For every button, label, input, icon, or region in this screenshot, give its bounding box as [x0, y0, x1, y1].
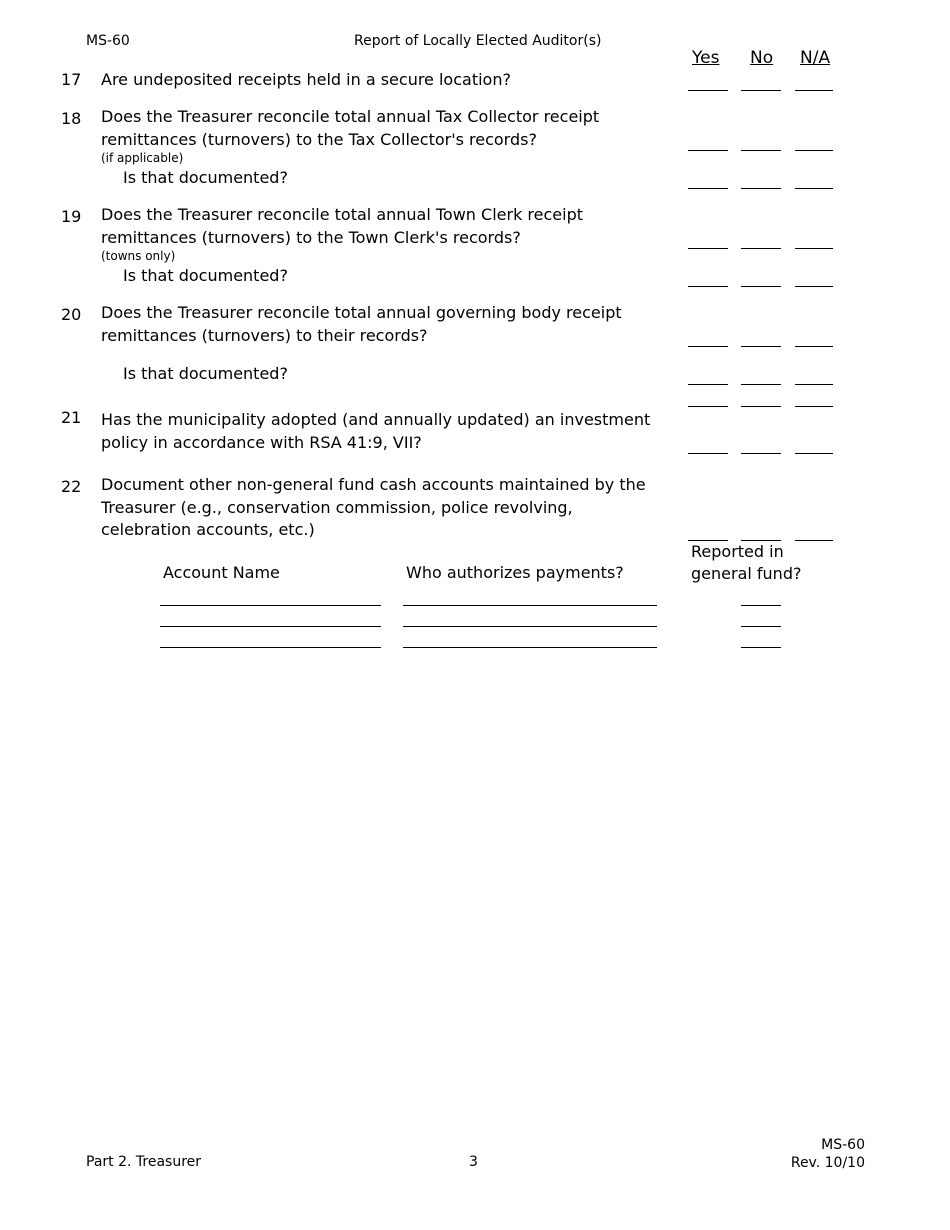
question-text-line1: Document other non-general fund cash accounts maintained by the	[101, 475, 646, 494]
authorizes-field[interactable]	[403, 626, 657, 627]
answer-blank-yes[interactable]	[688, 346, 728, 347]
header-form-code: MS-60	[86, 33, 130, 49]
question-text-line2: remittances (turnovers) to the Town Clerk's records?	[101, 228, 521, 247]
question-number: 17	[61, 70, 82, 89]
answer-blank-yes[interactable]	[688, 248, 728, 249]
table-header-who-authorizes: Who authorizes payments?	[406, 563, 624, 582]
answer-blank-na[interactable]	[795, 90, 833, 91]
question-text-line2: remittances (turnovers) to their records?	[101, 326, 428, 345]
column-na: N/A	[800, 48, 831, 68]
answer-blank-yes[interactable]	[688, 150, 728, 151]
answer-blank-yes[interactable]	[688, 540, 728, 541]
authorizes-field[interactable]	[403, 647, 657, 648]
answer-blank-na[interactable]	[795, 346, 833, 347]
answer-blank-na[interactable]	[795, 406, 833, 407]
answer-blank-no[interactable]	[741, 286, 781, 287]
page-number: 3	[469, 1154, 478, 1170]
question-number: 22	[61, 477, 82, 496]
answer-blank-no[interactable]	[741, 188, 781, 189]
answer-blank-no[interactable]	[741, 453, 781, 454]
answer-blank-no[interactable]	[741, 384, 781, 385]
question-text-line1: Has the municipality adopted (and annually updated) an investment	[101, 410, 651, 429]
question-text-line1: Does the Treasurer reconcile total annual Town Clerk receipt	[101, 205, 584, 224]
table-header-reported-line2: general fund?	[691, 564, 802, 583]
answer-blank-no[interactable]	[741, 248, 781, 249]
footer-form-code: MS-60	[821, 1137, 865, 1153]
reported-field[interactable]	[741, 605, 781, 606]
table-header-reported-line1: Reported in	[691, 542, 784, 561]
question-number: 21	[61, 408, 82, 427]
answer-blank-na[interactable]	[795, 540, 833, 541]
answer-blank-no[interactable]	[741, 406, 781, 407]
reported-field[interactable]	[741, 626, 781, 627]
reported-field[interactable]	[741, 647, 781, 648]
account-name-field[interactable]	[160, 626, 381, 627]
question-number: 20	[61, 305, 82, 324]
answer-blank-no[interactable]	[741, 150, 781, 151]
answer-blank-na[interactable]	[795, 188, 833, 189]
question-text-line2: Treasurer (e.g., conservation commission, police revolving,	[101, 498, 573, 517]
answer-blank-na[interactable]	[795, 286, 833, 287]
account-name-field[interactable]	[160, 605, 381, 606]
answer-blank-yes[interactable]	[688, 384, 728, 385]
answer-blank-no[interactable]	[741, 540, 781, 541]
question-text-line1: Does the Treasurer reconcile total annual governing body receipt	[101, 303, 622, 322]
question-text: Are undeposited receipts held in a secure location?	[101, 70, 511, 89]
answer-blank-na[interactable]	[795, 150, 833, 151]
answer-blank-no[interactable]	[741, 346, 781, 347]
footer-section: Part 2. Treasurer	[86, 1154, 202, 1170]
answer-blank-yes[interactable]	[688, 90, 728, 91]
answer-blank-yes[interactable]	[688, 188, 728, 189]
question-number: 18	[61, 109, 82, 128]
answer-blank-yes[interactable]	[688, 406, 728, 407]
question-subtext: Is that documented?	[123, 364, 288, 383]
question-subtext: Is that documented?	[123, 266, 288, 285]
authorizes-field[interactable]	[403, 605, 657, 606]
question-number: 19	[61, 207, 82, 226]
answer-blank-yes[interactable]	[688, 453, 728, 454]
question-note: (towns only)	[101, 249, 176, 263]
answer-blank-na[interactable]	[795, 248, 833, 249]
account-name-field[interactable]	[160, 647, 381, 648]
question-text-line1: Does the Treasurer reconcile total annual Tax Collector receipt	[101, 107, 600, 126]
question-text-line2: policy in accordance with RSA 41:9, VII?	[101, 433, 422, 452]
answer-blank-yes[interactable]	[688, 286, 728, 287]
question-note: (if applicable)	[101, 151, 184, 165]
question-subtext: Is that documented?	[123, 168, 288, 187]
answer-blank-na[interactable]	[795, 453, 833, 454]
column-yes: Yes	[692, 48, 720, 68]
table-header-account-name: Account Name	[163, 563, 280, 582]
question-text-line2: remittances (turnovers) to the Tax Collector's records?	[101, 130, 537, 149]
column-no: No	[750, 48, 774, 68]
answer-blank-na[interactable]	[795, 384, 833, 385]
question-text-line3: celebration accounts, etc.)	[101, 520, 315, 539]
page-title: Report of Locally Elected Auditor(s)	[354, 33, 602, 49]
footer-revision: Rev. 10/10	[790, 1155, 865, 1171]
answer-blank-no[interactable]	[741, 90, 781, 91]
